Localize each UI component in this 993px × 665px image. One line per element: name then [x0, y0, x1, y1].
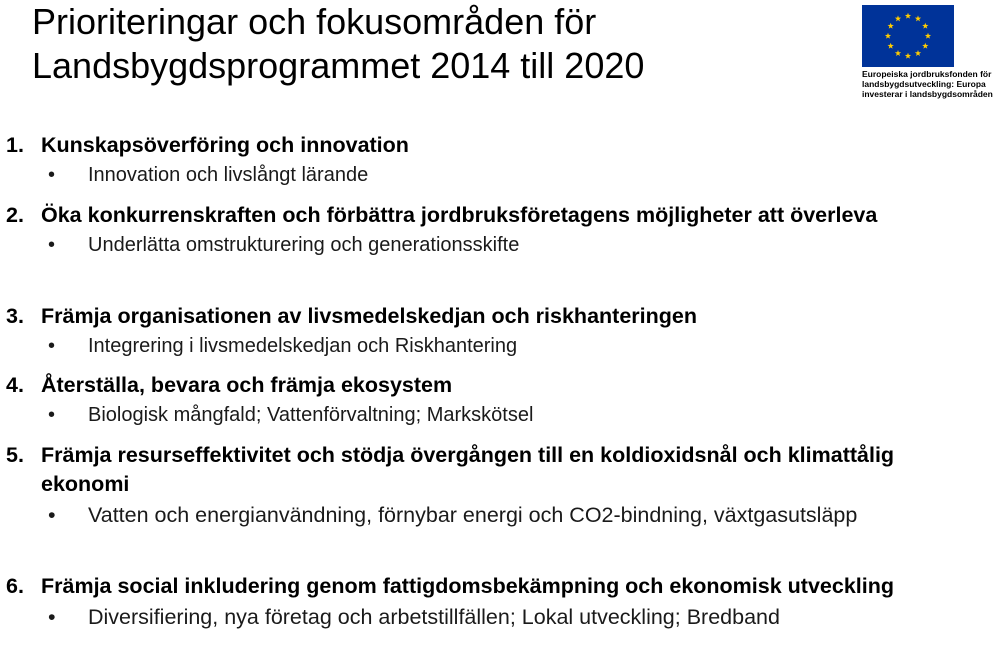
priority-heading-text: Främja social inkludering genom fattigdomsbekämpning och ekonomisk utveckling [41, 574, 894, 598]
priority-heading-text: Öka konkurrenskraften och förbättra jordbruksföretagens möjligheter att överleva [41, 203, 878, 227]
priority-number: 3. [6, 304, 24, 328]
priority-heading-text: Främja organisationen av livsmedelskedjan och riskhanteringen [41, 304, 697, 328]
priority-item-5 [6, 441, 946, 530]
priority-heading-text: Kunskapsöverföring och innovation [41, 133, 409, 157]
priority-number: 4. [6, 373, 24, 397]
priority-item-3 [6, 302, 946, 360]
eu-logo-text [862, 69, 993, 99]
focus-area-text: Vatten och energianvändning, förnybar energi och CO2-bindning, växtgasutsläpp [88, 503, 858, 527]
priority-heading-3 [6, 302, 946, 331]
priority-heading-2 [6, 201, 946, 230]
priority-item-1 [6, 131, 946, 189]
focus-area-text: Diversifiering, nya företag och arbetstillfällen; Lokal utveckling; Bredband [88, 605, 780, 629]
priority-number: 5. [6, 443, 24, 467]
eu-logo [862, 5, 993, 99]
priority-number: 1. [6, 133, 24, 157]
focus-area-text: Underlätta omstrukturering och generationsskifte [88, 234, 520, 256]
title-line-1: Prioriteringar och fokusområden för [32, 1, 597, 42]
priority-heading-6 [6, 572, 946, 601]
priority-number: 6. [6, 574, 24, 598]
bullet-icon: • [48, 234, 56, 256]
focus-area-text: Biologisk mångfald; Vattenförvaltning; Markskötsel [88, 404, 534, 426]
priority-item-2 [6, 201, 946, 259]
priority-heading-text: Återställa, bevara och främja ekosystem [41, 373, 453, 397]
bullet-icon: • [48, 335, 56, 357]
focus-area-4 [48, 401, 946, 429]
focus-area-3 [48, 332, 946, 360]
priority-heading-1 [6, 131, 946, 160]
eu-logo-line-1: Europeiska jordbruksfonden för [862, 69, 992, 79]
bullet-icon: • [48, 503, 56, 527]
focus-area-text: Innovation och livslångt lärande [88, 164, 369, 186]
slide-title [32, 0, 812, 88]
focus-area-1 [48, 161, 946, 189]
bullet-icon: • [48, 164, 56, 186]
bullet-icon: • [48, 605, 56, 629]
focus-area-5 [48, 500, 946, 530]
priority-heading-4 [6, 371, 946, 400]
priority-item-6 [6, 572, 946, 632]
focus-area-2 [48, 231, 946, 259]
eu-flag-icon [862, 5, 954, 67]
eu-logo-line-2: landsbygdsutveckling: Europa [862, 79, 986, 89]
priority-heading-5 [6, 441, 946, 499]
title-line-2: Landsbygdsprogrammet 2014 till 2020 [32, 45, 645, 86]
priority-item-4 [6, 371, 946, 429]
focus-area-text: Integrering i livsmedelskedjan och Riskhantering [88, 335, 518, 357]
priority-heading-text: Främja resurseffektivitet och stödja övergången till en koldioxidsnål och klimattålig ekonomi [41, 443, 895, 496]
focus-area-6 [48, 602, 946, 632]
bullet-icon: • [48, 404, 56, 426]
priority-number: 2. [6, 203, 24, 227]
eu-logo-line-3: investerar i landsbygdsområden [862, 89, 993, 99]
